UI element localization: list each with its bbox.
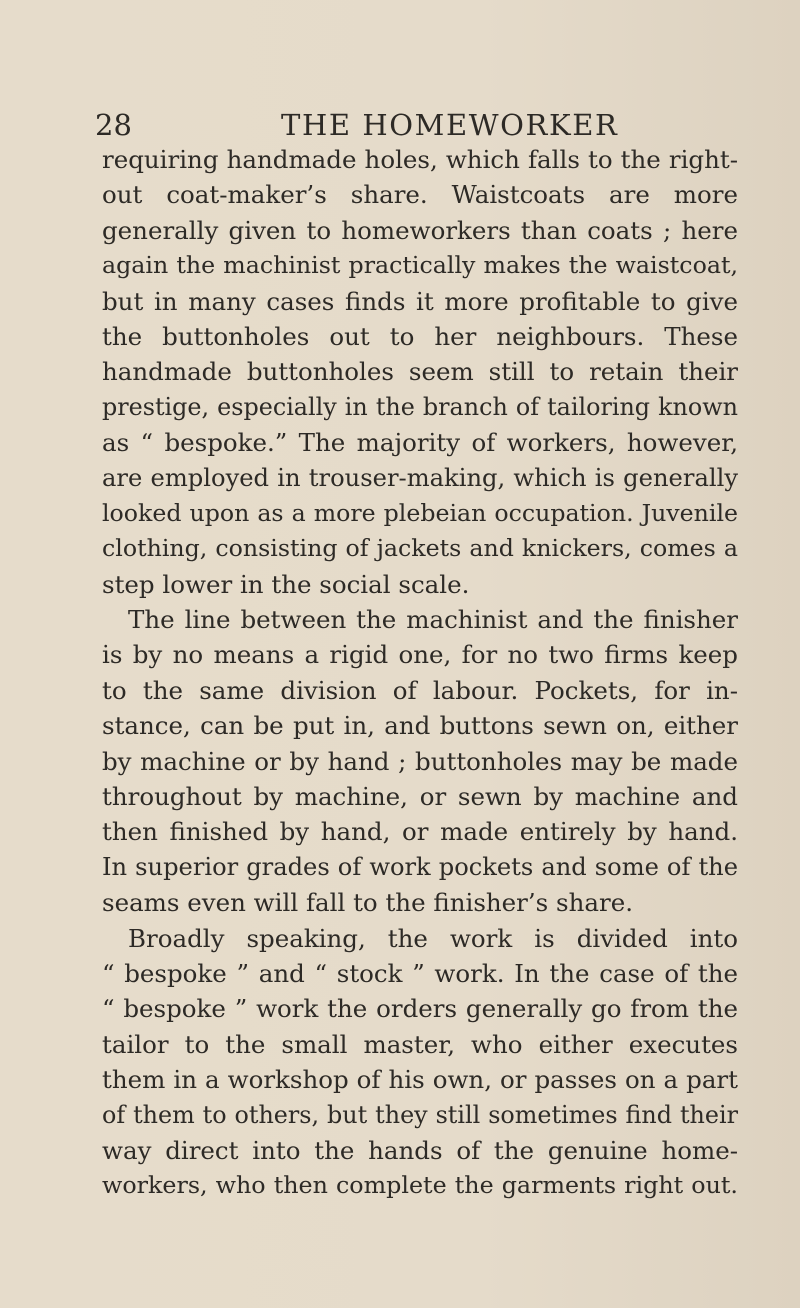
- text-line: but in many cases finds it more profitable to give: [102, 286, 738, 316]
- text-line: to the same division of labour. Pockets, for in-: [102, 675, 738, 705]
- body-text: [102, 142, 738, 1204]
- text-line: requiring handmade holes, which falls to the right-: [102, 145, 738, 174]
- text-line: the buttonholes out to her neighbours. These: [102, 321, 738, 351]
- text-line: tailor to the small master, who either executes: [102, 1029, 738, 1059]
- text-line: In superior grades of work pockets and some of the: [102, 852, 738, 881]
- text-line: stance, can be put in, and buttons sewn on, either: [102, 711, 738, 741]
- text-line: again the machinist practically makes the waistcoat,: [102, 251, 738, 280]
- text-line: as “ bespoke.” The majority of workers, however,: [102, 428, 738, 458]
- text-line: Broadly speaking, the work is divided into: [128, 923, 738, 953]
- text-line: throughout by machine, or sewn by machine and: [102, 782, 738, 812]
- text-line: clothing, consisting of jackets and knickers, comes a: [102, 534, 738, 563]
- text-line: looked upon as a more plebeian occupation. Juvenile: [102, 498, 738, 527]
- text-line: “ bespoke ” and “ stock ” work. In the case of the: [102, 958, 738, 988]
- text-line: by machine or by hand ; buttonholes may be made: [102, 746, 738, 776]
- text-line: prestige, especially in the branch of tailoring known: [102, 392, 738, 421]
- text-line: “ bespoke ” work the orders generally go from the: [102, 994, 738, 1024]
- text-line: out coat-maker’s share. Waistcoats are more: [102, 180, 738, 210]
- text-line: generally given to homeworkers than coats ; here: [102, 215, 738, 245]
- text-line: are employed in trouser-making, which is generally: [102, 463, 738, 492]
- page-header: [95, 105, 745, 145]
- text-line: way direct into the hands of the genuine home-: [102, 1135, 738, 1165]
- text-line: them in a workshop of his own, or passes on a part: [102, 1065, 738, 1095]
- page-number: 28: [95, 108, 132, 142]
- text-line: workers, who then complete the garments right out.: [102, 1171, 738, 1200]
- text-line: handmade buttonholes seem still to retain their: [102, 357, 738, 387]
- text-line: then finished by hand, or made entirely by hand.: [102, 817, 738, 847]
- text-line: The line between the machinist and the finisher: [128, 605, 738, 635]
- text-line: is by no means a rigid one, for no two firms keep: [102, 640, 738, 670]
- text-line: seams even will fall to the finisher’s share.: [102, 888, 633, 918]
- running-title: THE HOMEWORKER: [281, 108, 619, 142]
- text-line: of them to others, but they still sometimes find their: [102, 1100, 738, 1129]
- text-line: step lower in the social scale.: [102, 569, 470, 599]
